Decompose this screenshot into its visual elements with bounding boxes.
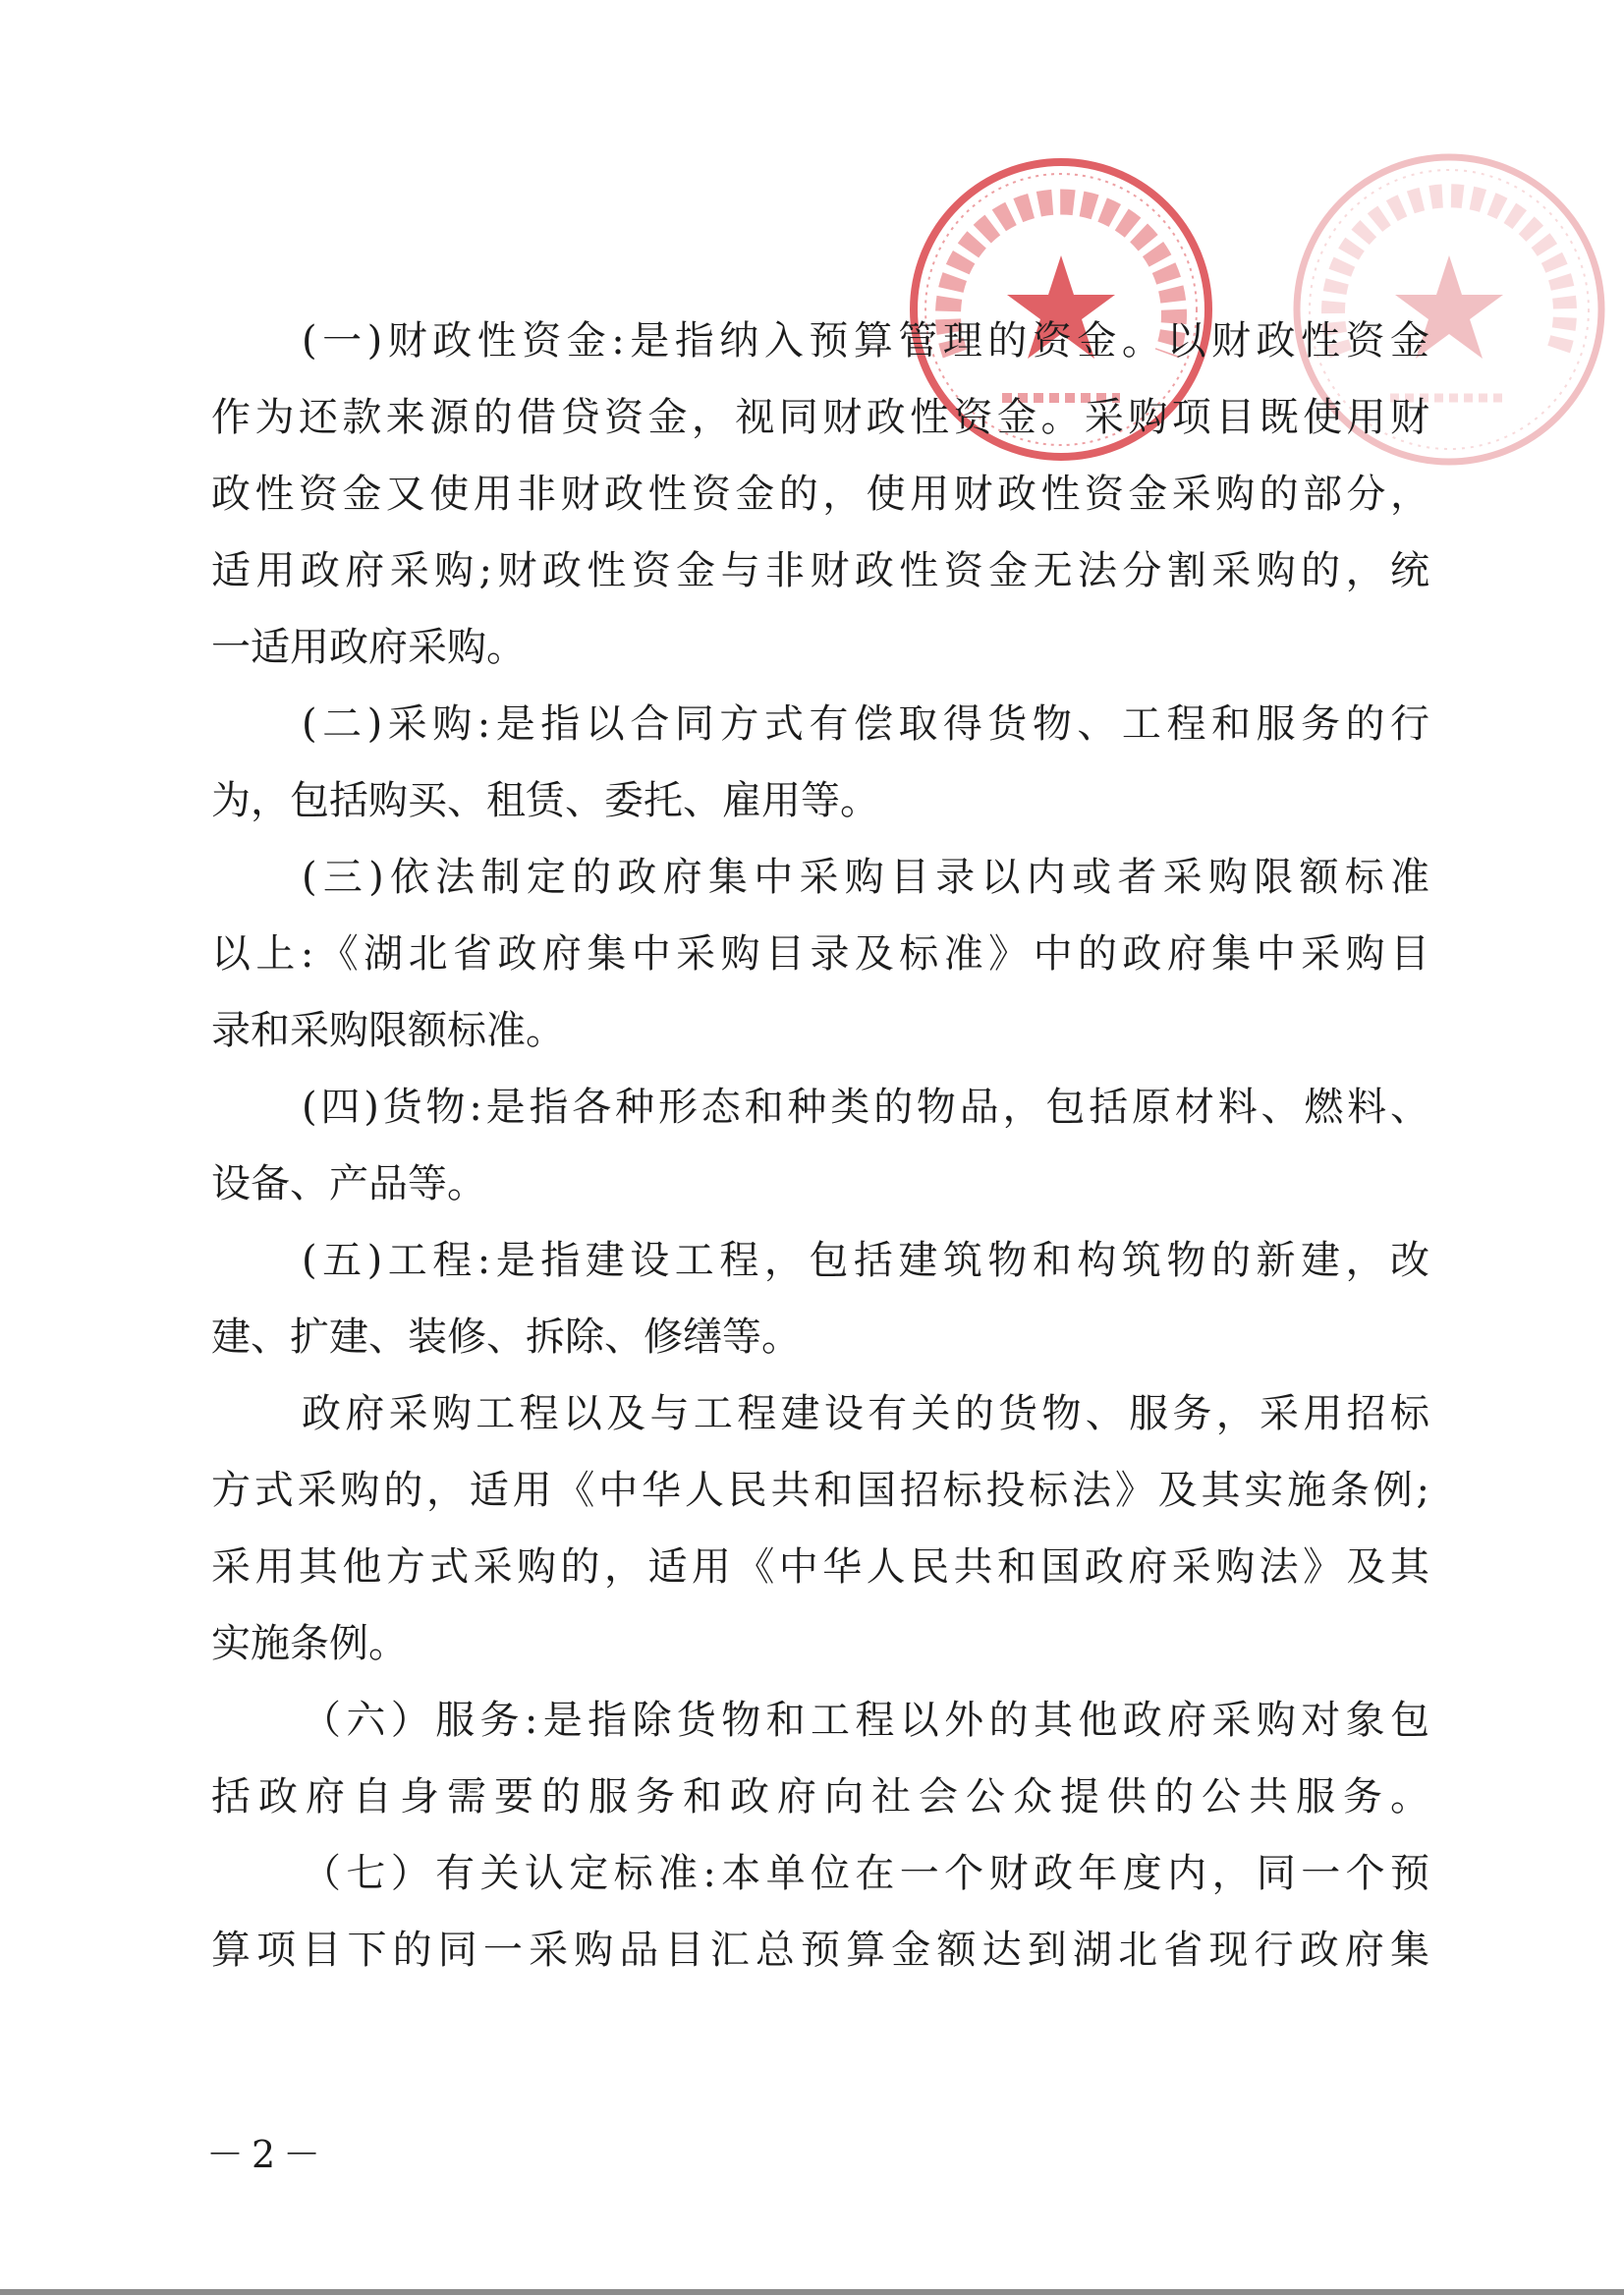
paragraph-8-line-2: 算项目下的同一采购品目汇总预算金额达到湖北省现行政府集 [211, 1928, 1429, 1973]
paragraph-5-line-2: 建、扩建、装修、拆除、修缮等。 [211, 1315, 801, 1360]
paragraph-3-line-1: (三)依法制定的政府集中采购目录以内或者采购限额标准 [302, 855, 1429, 900]
paragraph-8-line-1: （七）有关认定标准:本单位在一个财政年度内，同一个预 [302, 1851, 1429, 1896]
scan-bottom-edge [0, 2289, 1624, 2295]
paragraph-6-line-4: 实施条例。 [211, 1621, 408, 1666]
paragraph-7-line-2: 括政府自身需要的服务和政府向社会公众提供的公共服务。 [211, 1774, 1429, 1819]
paragraph-6-line-1: 政府采购工程以及与工程建设有关的货物、服务，采用招标 [302, 1391, 1429, 1436]
paragraph-1-line-3: 政性资金又使用非财政性资金的，使用财政性资金采购的部分， [211, 472, 1429, 517]
paragraph-1-line-4: 适用政府采购;财政性资金与非财政性资金无法分割采购的，统 [211, 548, 1429, 593]
paragraph-2-line-2: 为，包括购买、租赁、委托、雇用等。 [211, 778, 879, 823]
paragraph-7-line-1: （六）服务:是指除货物和工程以外的其他政府采购对象包 [302, 1698, 1429, 1743]
paragraph-6-line-2: 方式采购的，适用《中华人民共和国招标投标法》及其实施条例; [211, 1468, 1429, 1513]
paragraph-1-line-5: 一适用政府采购。 [211, 625, 526, 670]
paragraph-6-line-3: 采用其他方式采购的，适用《中华人民共和国政府采购法》及其 [211, 1544, 1429, 1590]
paragraph-3-line-3: 录和采购限额标准。 [211, 1008, 565, 1053]
paragraph-5-line-1: (五)工程:是指建设工程，包括建筑物和构筑物的新建，改 [302, 1238, 1429, 1283]
paragraph-4-line-2: 设备、产品等。 [211, 1161, 486, 1206]
paragraph-1-line-1: (一)财政性资金:是指纳入预算管理的资金。以财政性资金 [302, 318, 1429, 364]
paragraph-3-line-2: 以上:《湖北省政府集中采购目录及标准》中的政府集中采购目 [211, 931, 1429, 977]
page-number: －2－ [206, 2133, 329, 2176]
paragraph-4-line-1: (四)货物:是指各种形态和种类的物品，包括原材料、燃料、 [302, 1085, 1429, 1130]
paragraph-1-line-2: 作为还款来源的借贷资金，视同财政性资金。采购项目既使用财 [211, 395, 1429, 440]
paragraph-2-line-1: (二)采购:是指以合同方式有偿取得货物、工程和服务的行 [302, 701, 1429, 747]
